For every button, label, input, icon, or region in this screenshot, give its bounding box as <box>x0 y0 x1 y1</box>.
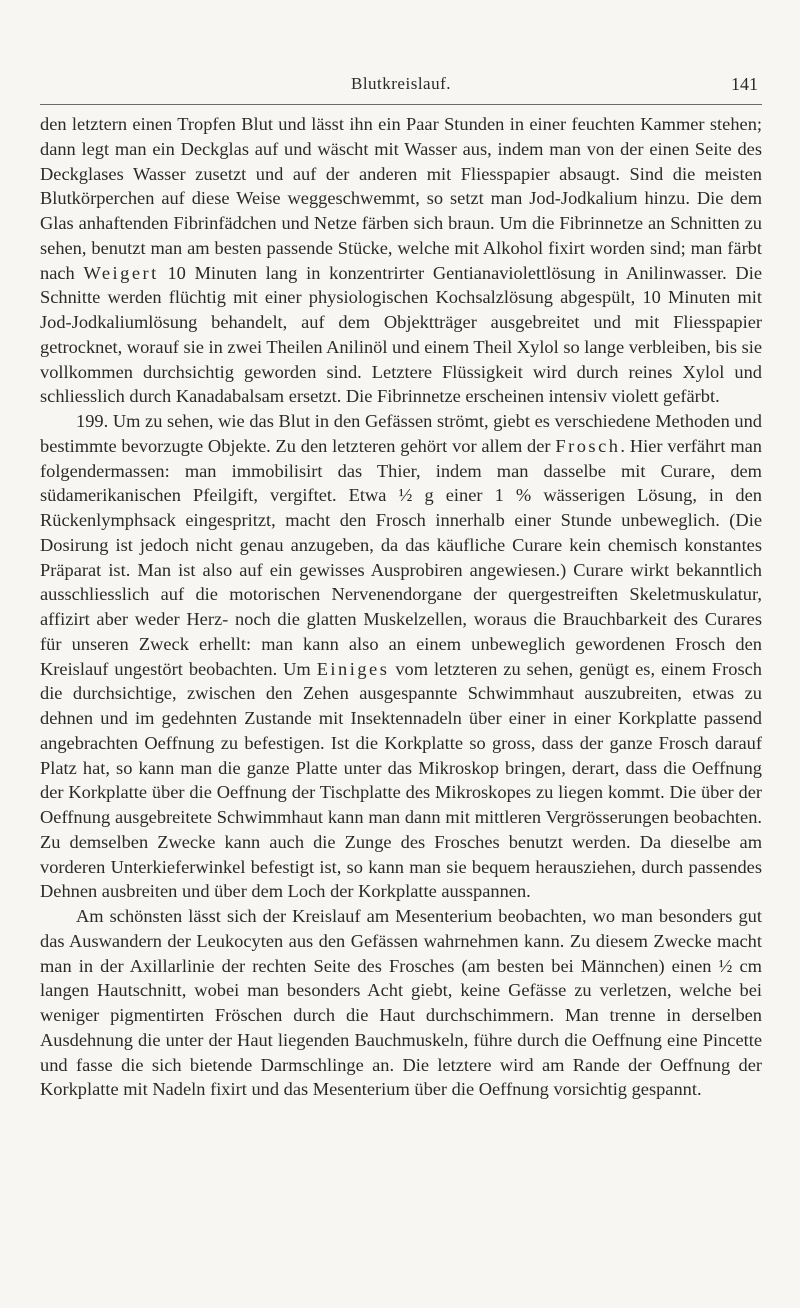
page-header <box>40 74 762 104</box>
spaced-word-einiges: Einiges <box>316 658 390 679</box>
paragraph-1 <box>40 112 762 409</box>
paragraph-199 <box>40 409 762 904</box>
author-name-weigert: Weigert <box>83 262 159 283</box>
paragraph-mesenterium: Am schönsten lässt sich der Kreislauf am Mesenterium beobachten, wo man besonders gut das Auswandern der Leukocyten aus den Gefässen wahrnehmen kann. Zu diesem Zwecke macht man in der Axillarlinie der rechten Seite des Frosches (am besten bei Männchen) einen ½ cm langen Hautschnitt, wobei man besonders Acht giebt, keine Gefässe zu verletzen, welche bei weniger pigmentirten Fröschen durch die Haut durchschimmern. Man trenne in derselben Ausdehnung die unter der Haut liegenden Bauchmuskeln, führe durch die Oeffnung eine Pincette und fasse die sich bietende Darmschlinge an. Die letztere wird am Rande der Oeffnung der Korkplatte mit Nadeln fixirt und das Mesenterium über die Oeffnung vorsichtig gespannt. <box>40 906 762 1100</box>
body-text <box>40 112 762 1102</box>
paragraph-199-part-b: . Hier verfährt man folgendermassen: man immobilisirt das Thier, indem man dasselbe mit Curare, dem südamerikanischen Pfeilgift, vergiftet. Etwa ½ g einer 1 % wässerigen Lösung, in den Rückenlymphsack eingespritzt, macht den Frosch innerhalb einer Stunde unbeweglich. (Die Dosirung ist jedoch nicht genau anzugeben, da das käufliche Curare kein chemisch konstantes Präparat ist. Man ist also auf ein gewisses Ausprobiren angewiesen.) Curare wirkt bekanntlich ausschliesslich auf die motorischen Nervenendorgane der quergestreiften Skeletmuskulatur, affizirt aber weder Herz- noch die glatten Muskelzellen, woraus die Brauchbarkeit des Curares für unseren Zweck erhellt: man kann also an einem unbeweglich gewordenen Frosch den Kreislauf ungestört beobachten. Um <box>40 435 762 679</box>
running-head: Blutkreislauf. <box>350 74 451 93</box>
page-number: 141 <box>731 74 758 94</box>
paragraph-199-part-c: vom letzteren zu sehen, genügt es, einem Frosch die durchsichtige, zwischen den Zehen ausgespannte Schwimmhaut auszubreiten, etwas zu dehnen und im gedehnten Zustande mit Insektennadeln über einer in einer Korkplatte passend angebrachten Oeffnung zu befestigen. Ist die Korkplatte so gross, dass der ganze Frosch darauf Platz hat, so kann man die ganze Platte unter das Mikroskop bringen, derart, dass die Oeffnung der Korkplatte über die Oeffnung der Tischplatte des Mikroskopes zu liegen kommt. Die über der Oeffnung ausgebreitete Schwimmhaut kann man dann mit mittleren Vergrösserungen beobachten. Zu demselben Zwecke kann auch die Zunge des Frosches benutzt werden. Da dieselbe am vorderen Unterkieferwinkel befestigt ist, so kann man sie bequem herausziehen, durch passendes Dehnen ausbreiten und über dem Loch der Korkplatte ausspannen. <box>40 658 762 902</box>
header-rule <box>40 104 762 105</box>
paragraph-1-part-a: den letztern einen Tropfen Blut und lässt ihn ein Paar Stunden in einer feuchten Kammer stehen; dann legt man ein Deckglas auf und wäscht mit Wasser aus, indem man von der einen Seite des Deckglases Wasser zusetzt und auf der anderen mit Fliesspapier absaugt. Sind die meisten Blutkörperchen auf diese Weise weggeschwemmt, so setzt man Jod-Jodkalium hinzu. Die dem Glas anhaftenden Fibrinfädchen und Netze färben sich braun. Um die Fibrinnetze an Schnitten zu sehen, benutzt man am besten passende Stücke, welche mit Alkohol fixirt worden sind; man färbt nach <box>40 114 762 283</box>
paragraph-199-part-a: 199. Um zu sehen, wie das Blut in den Gefässen strömt, giebt es verschiedene Methoden und bestimmte bevorzugte Objekte. Zu den letzteren gehört vor allem der <box>40 411 762 456</box>
paragraph-1-part-b: 10 Minuten lang in konzentrirter Gentianaviolettlösung in Anilinwasser. Die Schnitte werden flüchtig mit einer physiologischen Kochsalzlösung abgespült, 10 Minuten mit Jod-Jodkaliumlösung behandelt, auf dem Objektträger ausgebreitet und mit Fliesspapier getrocknet, worauf sie in zwei Theilen Anilinöl und einem Theil Xylol so lange verbleiben, bis sie vollkommen durchsichtig geworden sind. Letztere Flüssigkeit wird durch reines Xylol und schliesslich durch Kanadabalsam ersetzt. Die Fibrinnetze erscheinen intensiv violett gefärbt. <box>40 262 763 407</box>
spaced-word-frosch: Frosch <box>555 435 621 456</box>
